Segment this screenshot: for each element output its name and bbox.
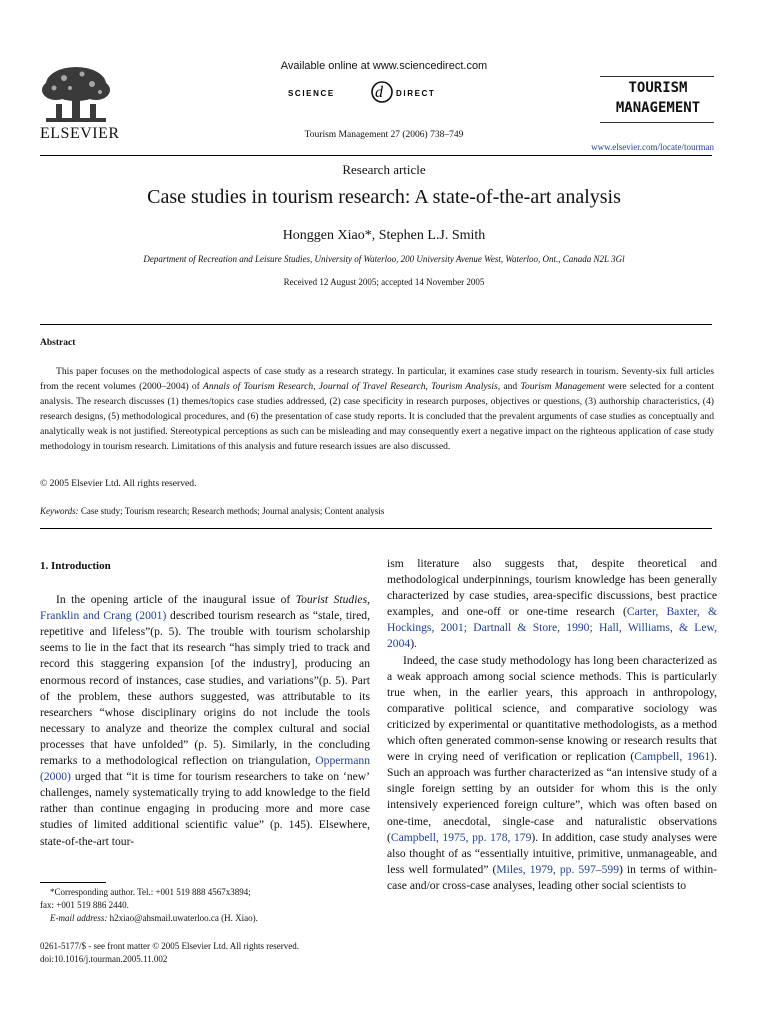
abstract-text: This paper focuses on the methodological aspects of case study as a research strategy. In particular, it examines case study research in tourism. Seventy-six full articles from the recent volumes (2000–2004) of Annals of Tourism Research, Journal of Travel Research, Tourism Analysis, and Tourism Management were selected for a content analysis. The research discusses (1) themes/topics case studies addressed, (2) case specificity in research purposes, objectives or questions, (3) authorship characteristics, (4) research designs, (5) methodological procedures, and (6) the presentation of case study reports. It is concluded that the prevalent arguments of case studies as conceptually and analytically weak is not justified. Stereotypical perceptions as such can be misleading and may consequently exert a negative impact on the righteous application of case study methodology in tourism research. Limitations of this analysis and future research issues are also discussed. <box>40 366 715 453</box>
keywords-list: Case study; Tourism research; Research methods; Journal analysis; Content analysis <box>80 506 385 516</box>
received-dates: Received 12 August 2005; accepted 14 November 2005 <box>283 277 485 287</box>
author-affiliation: Department of Recreation and Leisure Studies, University of Waterloo, 200 University Avenue West, Waterloo, Ont., Canada N2L 3Gl <box>143 254 625 264</box>
citation-link[interactable]: Campbell, 1975, pp. 178, 179 <box>390 830 532 844</box>
abstract-copyright: © 2005 Elsevier Ltd. All rights reserved. <box>40 478 197 489</box>
section-heading: 1. Introduction <box>40 560 111 572</box>
footnote-rule <box>40 882 106 883</box>
citation-link[interactable]: Oppermann (2000) <box>40 754 371 784</box>
citation-link[interactable]: Campbell, 1961 <box>634 750 711 764</box>
article-authors: Honggen Xiao*, Stephen L.J. Smith <box>282 228 486 243</box>
journal-title <box>588 78 728 118</box>
footnote <box>40 886 370 925</box>
issn-line: 0261-5177/$ - see front matter © 2005 Elsevier Ltd. All rights reserved. <box>40 941 300 951</box>
body-paragraph: Indeed, the case study methodology has long been characterized as a weak approach among social science methods. This is particularly true when, in the earlier years, this approach in anthropology, comparative political science, and comparative sociology was criticized by experimental or quantitative methodologists, as a method which often generated common-sense knowing or research results that were in crying need of verification or replication (Campbell, 1961). Such an approach was further characterized as “an intensive study of a single foreign setting by an outsider for whom this is the only intensively experienced foreign culture”, which was often based on one-time, anecdotal, single-case and naturalistic observations (Campbell, 1975, pp. 178, 179). In addition, case study analyses were also thought of as “essentially intuitive, primitive, unmanageable, and less well formulated” (Miles, 1979, pp. 597–599) in terms of within-case and/or cross-case analyses, leading other social scientists to <box>387 653 717 892</box>
available-online[interactable]: Available online at www.sciencedirect.com <box>280 60 488 72</box>
science-word: SCIENCE <box>288 89 335 98</box>
citation-link[interactable]: Miles, 1979, pp. 597–599 <box>496 862 619 876</box>
journal-citation: Tourism Management 27 (2006) 738–749 <box>304 130 464 140</box>
keywords <box>40 506 384 516</box>
fax-number: fax: +001 519 886 2440. <box>40 900 129 910</box>
publisher-name: ELSEVIER <box>40 125 120 142</box>
journal-name: Tourism Management <box>520 381 605 393</box>
body-column-left <box>40 558 370 850</box>
email-address[interactable]: h2xiao@ahsmail.uwaterloo.ca (H. Xiao). <box>109 913 258 923</box>
journal-title-rule-bottom <box>600 122 714 123</box>
citation-link[interactable]: Carter, Baxter, & Hockings, 2001; Dartnall & Store, 1990; Hall, Williams, & Lew, 2004 <box>387 605 717 651</box>
journal-title-line-1: TOURISM <box>628 80 688 96</box>
abstract-rule-bottom <box>40 528 712 529</box>
doi-line[interactable]: doi:10.1016/j.tourman.2005.11.002 <box>40 954 168 964</box>
body-paragraph: ism literature also suggests that, despite theoretical and methodological underpinnings, tourism knowledge has been generally characterized by case studies, area-specific discussions, best practice examples, and one-off or one-time research (Carter, Baxter, & Hockings, 2001; Dartnall & Store, 1990; Hall, Williams, & Lew, 2004). <box>387 557 717 651</box>
header-rule <box>40 155 712 156</box>
email-line <box>40 912 370 925</box>
email-label: E-mail address: <box>50 913 108 923</box>
journal-name: Journal of Travel Research <box>318 381 426 393</box>
elsevier-tree-logo <box>38 64 114 128</box>
article-title: Case studies in tourism research: A state-of-the-art analysis <box>147 186 621 208</box>
front-matter <box>40 940 370 966</box>
abstract-rule-top <box>40 324 712 325</box>
body-paragraph: In the opening article of the inaugural issue of Tourist Studies, Franklin and Crang (2001) described tourism research as “stale, tired, repetitive and lifeless”(p. 5). The trouble with tourism scholarship seems to lie in the fact that its research “has simply tried to track and record this staggering expansion [of the industry], producing an enormous record of instances, case studies, and variations”(p. 5). Part of the problem, these authors suggested, was attributable to its researchers “whose disciplinary origins do not include the tools necessary to analyze and theorize the complex cultural and social processes that have unfolded” (p. 5). Similarly, in the concluding remarks to a methodological reflection on triangulation, Oppermann (2000) urged that “it is time for tourism researchers to take on ‘new’ challenges, namely systematically trying to add knowledge to the field rather than continue engaging in producing more and more case studies of limited additional scientific value” (p. 145). Elsewhere, state-of-the-art tour- <box>40 593 371 848</box>
citation-link[interactable]: Franklin and Crang (2001) <box>40 609 167 623</box>
abstract-heading: Abstract <box>40 338 76 348</box>
journal-title-rule-top <box>600 76 714 77</box>
direct-word: DIRECT <box>396 89 436 98</box>
sciencedirect-logo <box>286 80 476 104</box>
corresponding-author: *Corresponding author. Tel.: +001 519 888 4567x3894; <box>50 887 251 897</box>
journal-name: Annals of Tourism Research <box>203 381 314 393</box>
journal-url-link[interactable]: www.elsevier.com/locate/tourman <box>591 142 714 152</box>
journal-name: Tourism Analysis <box>431 381 498 393</box>
journal-title-line-2: MANAGEMENT <box>615 100 701 116</box>
journal-name: Tourist Studies <box>295 593 368 607</box>
article-type: Research article <box>342 162 426 177</box>
body-column-right <box>387 556 717 894</box>
sd-d-glyph: d <box>375 84 383 101</box>
keywords-label: Keywords: <box>40 506 79 516</box>
